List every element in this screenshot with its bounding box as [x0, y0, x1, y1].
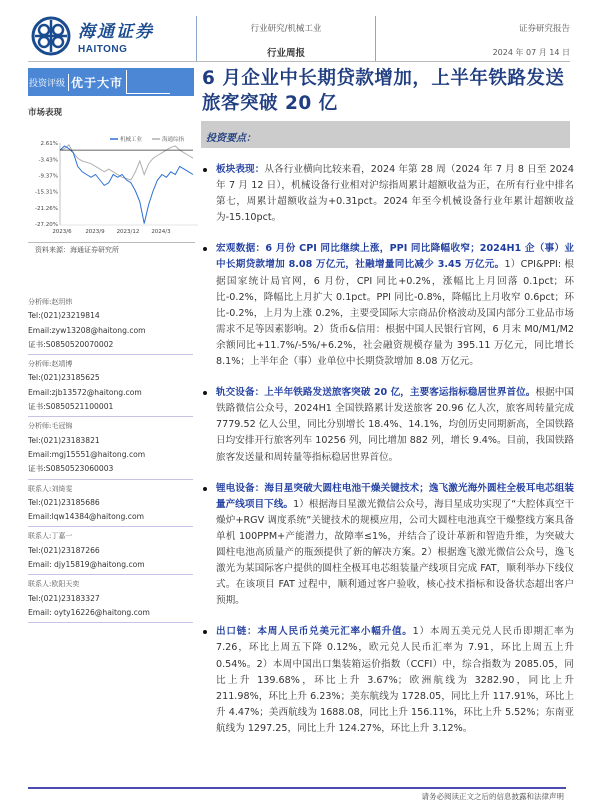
- legend-label: 机械工业: [120, 137, 143, 143]
- market-performance-chart: [28, 132, 198, 242]
- y-tick-label: 2.61%: [40, 141, 58, 147]
- key-point-heading: 宏观数据：6 月份 CPI 同比继续上涨，PPI 同比降幅收窄；2024H1 企（事）业中长期贷款增加 8.08 万亿元，社融增量同比减少 3.45 万亿元。: [216, 243, 574, 271]
- key-point-item: [202, 385, 574, 465]
- key-point-heading: 板块表现：: [216, 164, 265, 175]
- key-point-item: [202, 241, 574, 370]
- analyst-tel: Tel:(021)23183821: [28, 435, 100, 445]
- analyst-entry: [28, 419, 193, 479]
- analyst-tel: Tel:(021)23219814: [28, 311, 100, 321]
- rating-divider: [126, 70, 170, 94]
- analyst-email[interactable]: Email: djy15819@haitong.com: [28, 560, 145, 570]
- header-rule: [28, 61, 570, 62]
- key-point-body: 1）本周五美元兑人民币即期汇率为 7.26，环比上周五下降 0.12%，欧元兑人民币汇率为 7.91，环比上周五上升 0.54%。2）本周中国出口集装箱运价指数（CCFI）中，综合指数为 2085.05，同比上升 139.68%，环比上升 3.67%；欧洲航线为 3282.90，同比上升 211.98%，环比上升 6.23%；美东航线为 1728.05，同比上升 117.91%，环比上升 4.47%；美西航线为 1688.08，同比上升 156.11%，环比上升 5.52%；东南亚航线为 1297.25，同比上升 124.27%，环比上升 3.12%。: [216, 626, 575, 734]
- key-point-item: [202, 481, 574, 610]
- analyst-cert: 证书:S0850520070002: [28, 339, 114, 349]
- logo-chinese-name: 海通证券: [78, 22, 154, 42]
- analyst-email[interactable]: Email:lqw14384@haitong.com: [28, 512, 144, 522]
- industry-category: 行业研究/机械工业: [250, 24, 322, 34]
- analyst-email[interactable]: Email:mgj15551@haitong.com: [28, 449, 146, 459]
- y-tick-label: -21.26%: [35, 205, 58, 212]
- rating-label: 投资评级: [29, 78, 66, 89]
- analyst-name: 联系人:欧阳天奕: [28, 580, 80, 589]
- analyst-tel: Tel:(021)23185686: [28, 497, 100, 507]
- source-rule: [28, 242, 195, 243]
- x-tick-label: 2023/9: [85, 229, 105, 235]
- y-tick-label: -9.37%: [38, 173, 58, 180]
- footer-rule: [28, 787, 566, 789]
- analyst-name: 联系人:丁嘉一: [28, 532, 73, 541]
- investment-rating: [28, 68, 194, 96]
- key-point-body: 根据中国铁路微信公众号，2024H1 全国铁路累计发送旅客 20.96 亿人次，旅客周转量完成 7779.52 亿人公里，同比分别增长 18.4%、14.1%，均创历史同期新高，全国铁路日均安排开行旅客列车 10256 列，同比增加 882 列，增长 9.4%。目前，我国铁路旅客发送量和周转量等指标稳居世界首位。: [216, 387, 575, 463]
- key-points-header: 投资要点：: [201, 121, 570, 148]
- bullet-icon: [203, 168, 207, 172]
- y-tick-label: -3.43%: [38, 157, 58, 164]
- analyst-email[interactable]: Email:zyw13208@haitong.com: [28, 325, 146, 335]
- haitong-logo: [30, 14, 190, 58]
- analyst-entry: [28, 357, 193, 417]
- analyst-entry: [28, 577, 193, 623]
- legend-label: 海通综指: [162, 137, 185, 143]
- analyst-tel: Tel:(021)23185625: [28, 373, 100, 383]
- key-point-heading: 轨交设备：上半年铁路发送旅客突破 20 亿，主要客运指标稳居世界首位。: [216, 387, 536, 399]
- analyst-name: 分析师:赵靖博: [28, 360, 73, 369]
- haitong-emblem-icon: [30, 15, 72, 57]
- market-performance-label: 市场表现: [28, 108, 63, 118]
- report-type: 行业周报: [266, 48, 305, 59]
- bullet-icon: [203, 247, 207, 251]
- series-line-机械工业: [60, 146, 193, 224]
- key-point-body: 从各行业横向比较来看，2024 年第 28 周（2024 年 7 月 8 日至 2024 年 7 月 12 日），机械设备行业相对沪综指周累计超额收益为正，在所有行业中排名第七，周累计超额收益为+0.31pct。2024 年至今机械设备行业年累计超额收益为-15.10pct。: [216, 164, 575, 224]
- header-divider: [375, 16, 376, 62]
- analyst-entry: [28, 482, 193, 528]
- report-date: 2024 年 07 月 14 日: [492, 48, 570, 57]
- key-points-list: [202, 162, 574, 752]
- analyst-name: 联系人:刘绮雯: [28, 484, 73, 493]
- chart-source: 资料来源：海通证券研究所: [35, 246, 119, 254]
- analyst-tel: Tel:(021)23183327: [28, 593, 100, 603]
- x-tick-label: 2023/12: [116, 229, 140, 235]
- analyst-name: 分析师:毛冠锦: [28, 422, 73, 431]
- x-tick-label: 2024/3: [151, 229, 171, 235]
- header-category: [197, 22, 375, 59]
- analyst-name: 分析师:赵玥炜: [28, 298, 73, 306]
- y-tick-label: -27.20%: [35, 222, 58, 228]
- bullet-icon: [203, 630, 207, 634]
- chart-svg: [28, 132, 198, 242]
- key-point-body: 1）根据海目星激光微信公众号，海目星成功实现了“大腔体真空干燥炉+RGV 调度系统”关键技术的规模应用，公司大圆柱电池真空干燥整线方案具备单机 100PPM+产能潜力，故障率≤1%，并结合了设计革新和智造升维，为突破大圆柱电池高质量产的瓶颈提供了新的解决方案。2）根据逸飞激光微信公众号，逸飞激光为某国际客户提供的圆柱全极耳电芯组装量产线项目完成 FAT，顺利举办下线仪式。在该项目 FAT 过程中，顺利通过客户验收，核心技术指标和设备状态超出客户预期。: [216, 498, 575, 607]
- y-tick-label: -15.31%: [35, 189, 58, 196]
- key-point-heading: 锂电设备：海目星突破大圆柱电池干燥关键技术；逸飞激光海外圆柱全极耳电芯组装量产线项目下线。: [216, 482, 574, 510]
- x-tick-label: 2023/6: [52, 229, 72, 235]
- key-point-item: [202, 162, 574, 226]
- analyst-entry: [28, 529, 193, 575]
- analyst-email[interactable]: Email: oyty16226@haitong.com: [28, 607, 150, 617]
- analyst-tel: Tel:(021)23187266: [28, 545, 100, 555]
- analyst-list: [28, 295, 193, 625]
- document-type: 证券研究报告: [518, 24, 570, 34]
- key-point-body: 1）CPI&PPI: 根据国家统计局官网，6 月份，CPI 同比+0.2%，涨幅比上月回落 0.1pct；环比-0.2%，降幅比上月扩大 0.1pct。PPI 同比-0.8%，降幅比上月收窄 0.6pct；环比-0.2%，上月为上涨 0.2%，主要受国际大宗商品价格波动及国内部分工业品市场需求不足等因素影响。2）货币&信用：根据中国人民银行官网，6 月末 M0/M1/M2 余额同比+11.7%/-5%/+6.2%，社会融资规模存量为 395.11 万亿元，同比增长 8.1%；上半年企（事）业单位中长期贷款增加 8.08 万亿元。: [216, 259, 574, 368]
- analyst-cert: 证书:S0850523060003: [28, 464, 114, 474]
- bullet-icon: [203, 391, 207, 395]
- analyst-cert: 证书:S0850521100001: [28, 402, 114, 412]
- report-title: 6 月企业中长期贷款增加，上半年铁路发送旅客突破 20 亿: [202, 68, 565, 114]
- bullet-icon: [203, 487, 207, 491]
- analyst-entry: [28, 295, 193, 355]
- analyst-email[interactable]: Email:zjb13572@haitong.com: [28, 387, 142, 397]
- rating-value: 优于大市: [68, 74, 123, 91]
- logo-english-name: HAITONG: [78, 44, 128, 55]
- header-meta: [493, 22, 570, 58]
- key-point-heading: 出口链：本周人民币兑美元汇率小幅升值。: [216, 626, 413, 638]
- key-point-item: [202, 624, 574, 737]
- footer-disclaimer: 请务必阅读正文之后的信息披露和法律声明: [421, 792, 564, 801]
